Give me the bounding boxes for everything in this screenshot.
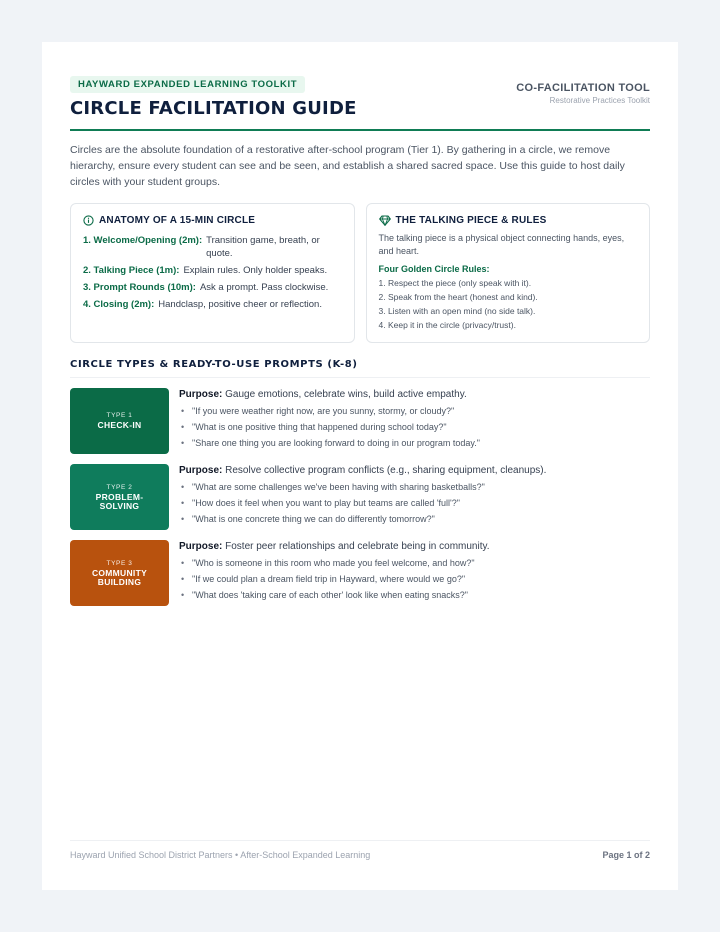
prompt-list bbox=[179, 479, 650, 527]
footer-attribution: Hayward Unified School District Partners • After-School Expanded Learning bbox=[70, 850, 371, 860]
purpose-label: Purpose: bbox=[179, 541, 223, 552]
step-text: Handclasp, positive cheer or reflection. bbox=[158, 299, 322, 310]
badge-name-line: BUILDING bbox=[97, 576, 142, 587]
tool-label: CO-FACILITATION TOOL bbox=[516, 82, 650, 94]
purpose-text: Gauge emotions, celebrate wins, build active empathy. bbox=[225, 389, 467, 400]
prompt-item: • "What are some challenges we've been having with sharing basketballs?" bbox=[179, 479, 650, 495]
badge-name bbox=[96, 493, 144, 511]
circle-type-badge bbox=[70, 388, 169, 454]
circle-type-detail bbox=[179, 540, 650, 608]
anatomy-card bbox=[70, 203, 355, 343]
page-number: Page 1 of 2 bbox=[602, 850, 650, 860]
badge-name bbox=[98, 421, 142, 430]
step-label: 3. Prompt Rounds (10m): bbox=[83, 282, 196, 293]
badge-name-line: COMMUNITY bbox=[91, 567, 148, 578]
step-label: 2. Talking Piece (1m): bbox=[83, 265, 180, 276]
badge-type-label: TYPE 3 bbox=[106, 559, 133, 567]
badge-name-line: PROBLEM- bbox=[95, 491, 144, 502]
prompt-item: • "Share one thing you are looking forward to doing in our program today." bbox=[179, 435, 650, 451]
badge-type-label: TYPE 1 bbox=[106, 412, 133, 419]
badge-name-line: SOLVING bbox=[99, 500, 140, 511]
purpose-line bbox=[179, 541, 650, 552]
circle-type-row bbox=[70, 388, 650, 456]
gem-icon bbox=[379, 215, 391, 226]
anatomy-step bbox=[83, 264, 342, 277]
purpose-label: Purpose: bbox=[179, 465, 223, 476]
anatomy-step bbox=[83, 234, 342, 260]
info-cards bbox=[70, 203, 650, 343]
prompt-item: • "If you were weather right now, are you sunny, stormy, or cloudy?" bbox=[179, 403, 650, 419]
badge-name-line: CHECK-IN bbox=[97, 420, 142, 430]
step-label: 4. Closing (2m): bbox=[83, 299, 155, 310]
circle-type-badge bbox=[70, 464, 169, 530]
rule-item: 1. Respect the piece (only speak with it). bbox=[378, 278, 532, 288]
prompt-item: • "What does 'taking care of each other' look like when eating snacks?" bbox=[179, 587, 650, 603]
circle-types-list bbox=[70, 388, 650, 608]
purpose-text: Foster peer relationships and celebrate being in community. bbox=[225, 541, 490, 552]
tool-sublabel: Restorative Practices Toolkit bbox=[549, 96, 650, 105]
rules-heading: Four Golden Circle Rules: bbox=[378, 264, 490, 274]
prompt-list bbox=[179, 403, 650, 451]
purpose-text: Resolve collective program conflicts (e.g., sharing equipment, cleanups). bbox=[225, 465, 547, 476]
document-header bbox=[70, 74, 650, 119]
badge-name bbox=[92, 569, 147, 587]
anatomy-step bbox=[83, 281, 342, 294]
anatomy-card-header bbox=[83, 215, 342, 226]
intro-paragraph: Circles are the absolute foundation of a restorative after-school program (Tier 1). By gathering in a circle, we remove hierarchy, ensure every student can see and be seen, and establish a shared sacred space. Use this guide to host daily circles with your student groups. bbox=[70, 144, 625, 188]
rule-item: 3. Listen with an open mind (no side talk). bbox=[378, 306, 536, 316]
header-tool-tag bbox=[516, 74, 650, 105]
prompt-item: • "Who is someone in this room who made you feel welcome, and how?" bbox=[179, 555, 650, 571]
circle-types-section-title: CIRCLE TYPES & READY-TO-USE PROMPTS (K-8) bbox=[70, 359, 650, 378]
circle-type-detail bbox=[179, 464, 650, 532]
circle-type-detail bbox=[179, 388, 650, 456]
header-left bbox=[70, 74, 357, 119]
prompt-item: • "How does it feel when you want to play but teams are called 'full'?" bbox=[179, 495, 650, 511]
rule-item: 4. Keep it in the circle (privacy/trust). bbox=[378, 320, 516, 330]
talking-piece-card bbox=[366, 203, 651, 343]
anatomy-card-title: ANATOMY OF A 15-MIN CIRCLE bbox=[99, 215, 256, 226]
circle-type-row bbox=[70, 540, 650, 608]
purpose-label: Purpose: bbox=[179, 389, 223, 400]
info-icon bbox=[83, 215, 94, 226]
rule-item: 2. Speak from the heart (honest and kind). bbox=[378, 292, 538, 302]
golden-rules-list bbox=[379, 276, 638, 332]
step-text: Ask a prompt. Pass clockwise. bbox=[199, 282, 329, 293]
talking-piece-card-header bbox=[379, 215, 638, 226]
prompt-item: • "What is one concrete thing we can do differently tomorrow?" bbox=[179, 511, 650, 527]
step-label: 1. Welcome/Opening (2m): bbox=[83, 235, 203, 246]
talking-piece-card-title: THE TALKING PIECE & RULES bbox=[395, 215, 547, 226]
header-divider bbox=[70, 129, 650, 131]
toolkit-eyebrow-badge: HAYWARD EXPANDED LEARNING TOOLKIT bbox=[70, 76, 305, 93]
page-title: CIRCLE FACILITATION GUIDE bbox=[70, 98, 357, 119]
circle-type-badge bbox=[70, 540, 169, 606]
step-text: Transition game, breath, or quote. bbox=[206, 235, 320, 259]
badge-type-label: TYPE 2 bbox=[106, 483, 133, 491]
purpose-line bbox=[179, 389, 650, 400]
step-text: Explain rules. Only holder speaks. bbox=[183, 265, 328, 276]
anatomy-step bbox=[83, 298, 342, 311]
circle-type-row bbox=[70, 464, 650, 532]
page-footer bbox=[70, 840, 650, 860]
prompt-item: • "If we could plan a dream field trip in Hayward, where would we go?" bbox=[179, 571, 650, 587]
anatomy-steps bbox=[83, 234, 342, 311]
purpose-line bbox=[179, 465, 650, 476]
talking-piece-description: The talking piece is a physical object connecting hands, eyes, and heart. bbox=[378, 233, 625, 256]
prompt-item: • "What is one positive thing that happened during school today?" bbox=[179, 419, 650, 435]
prompt-list bbox=[179, 555, 650, 603]
document-page bbox=[42, 42, 678, 890]
